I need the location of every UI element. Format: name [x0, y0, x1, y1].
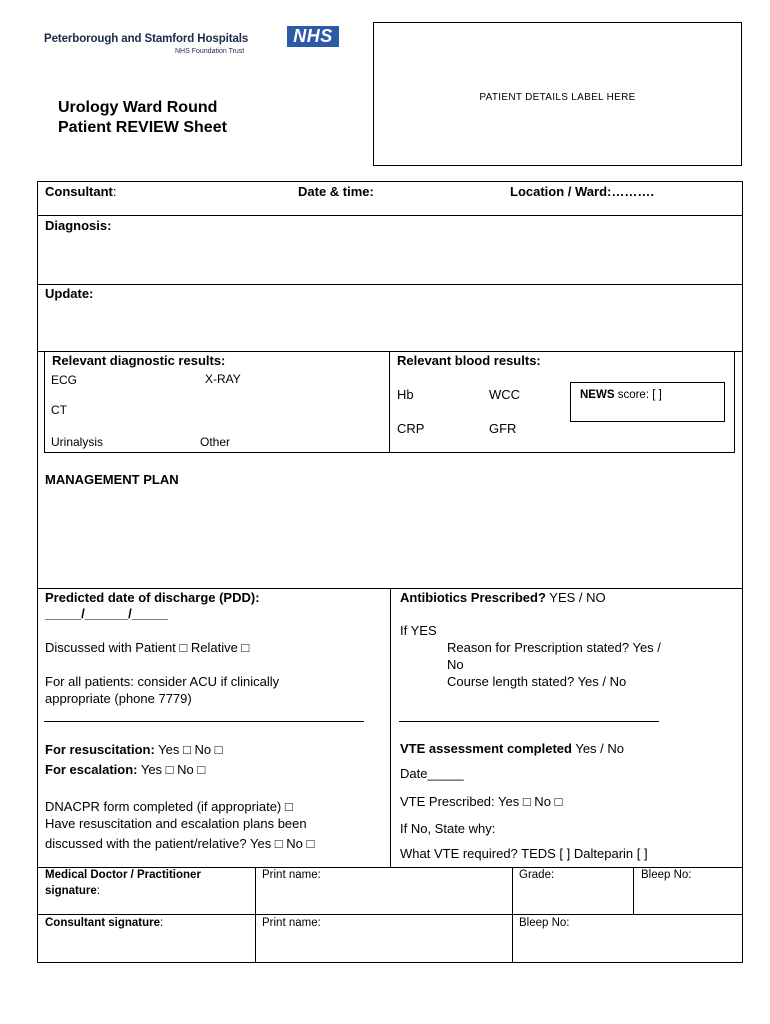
doctor-signature-line-1: Medical Doctor / Practitioner — [45, 869, 201, 881]
acu-line-1: For all patients: consider ACU if clinically — [45, 674, 280, 689]
urinalysis-label: Urinalysis — [51, 435, 104, 449]
ct-label: CT — [51, 403, 67, 417]
date-time-label: Date & time: — [298, 184, 374, 199]
plans-line-1: Have resuscitation and escalation plans been — [45, 816, 307, 831]
antibiotics-field[interactable]: Antibiotics Prescribed? YES / NO — [400, 590, 606, 605]
vte-date[interactable]: Date_____ — [400, 766, 464, 781]
update-label: Update: — [45, 286, 94, 301]
gfr-label: GFR — [489, 421, 517, 436]
discussed-with[interactable]: Discussed with Patient □ Relative □ — [45, 640, 250, 655]
news-score-box[interactable] — [570, 382, 725, 422]
patient-label-text: PATIENT DETAILS LABEL HERE — [479, 92, 636, 103]
acu-line-2: appropriate (phone 7779) — [45, 691, 192, 706]
if-yes-label: If YES — [400, 623, 437, 638]
escalation-field[interactable]: For escalation: Yes □ No □ — [45, 762, 206, 777]
doctor-signature-line-2: signature: — [45, 885, 100, 897]
reason-line-1[interactable]: Reason for Prescription stated? Yes / — [447, 640, 661, 655]
ecg-label: ECG — [51, 373, 78, 387]
diagnostic-results-heading: Relevant diagnostic results: — [52, 353, 226, 368]
resuscitation-field[interactable]: For resuscitation: Yes □ No □ — [45, 742, 223, 757]
consultant-signature-label: Consultant signature: — [45, 917, 164, 929]
course-length[interactable]: Course length stated? Yes / No — [447, 674, 627, 689]
news-score-label: NEWS score: [ ] — [580, 389, 662, 401]
page-title — [58, 98, 227, 138]
grade-label: Grade: — [519, 869, 555, 881]
management-plan-heading: MANAGEMENT PLAN — [45, 472, 179, 487]
bleep-label-2: Bleep No: — [519, 917, 570, 929]
vte-prescribed[interactable]: VTE Prescribed: Yes □ No □ — [400, 794, 563, 809]
diagnosis-label: Diagnosis: — [45, 218, 112, 233]
patient-label-box — [373, 22, 742, 166]
crp-label: CRP — [397, 421, 425, 436]
consultant-label: Consultant: — [45, 184, 117, 199]
blood-results-heading: Relevant blood results: — [397, 353, 541, 368]
dnacpr-field[interactable]: DNACPR form completed (if appropriate) □ — [45, 799, 293, 814]
title-line-2: Patient REVIEW Sheet — [58, 119, 227, 136]
location-label: Location / Ward:………. — [510, 184, 654, 199]
bleep-label: Bleep No: — [641, 869, 692, 881]
pdd-blank[interactable]: _____/______/_____ — [45, 606, 168, 621]
hospital-name: Peterborough and Stamford Hospitals — [44, 33, 249, 45]
hb-label: Hb — [397, 387, 414, 402]
pdd-label: Predicted date of discharge (PDD): — [45, 590, 260, 605]
vte-assessment-field[interactable]: VTE assessment completed Yes / No — [400, 741, 625, 756]
title-line-1: Urology Ward Round — [58, 99, 218, 116]
nhs-logo: NHS — [287, 26, 339, 47]
print-name-label-2: Print name: — [262, 917, 321, 929]
trust-name: NHS Foundation Trust — [175, 48, 245, 55]
xray-label: X-RAY — [205, 372, 241, 386]
plans-line-2[interactable]: discussed with the patient/relative? Yes □ No □ — [45, 836, 315, 851]
if-no-state-why[interactable]: If No, State why: — [400, 821, 496, 836]
print-name-label: Print name: — [262, 869, 321, 881]
reason-line-2: No — [447, 657, 464, 672]
other-label: Other — [200, 435, 231, 449]
wcc-label: WCC — [489, 387, 521, 402]
vte-required[interactable]: What VTE required? TEDS [ ] Dalteparin [ ] — [400, 846, 648, 861]
